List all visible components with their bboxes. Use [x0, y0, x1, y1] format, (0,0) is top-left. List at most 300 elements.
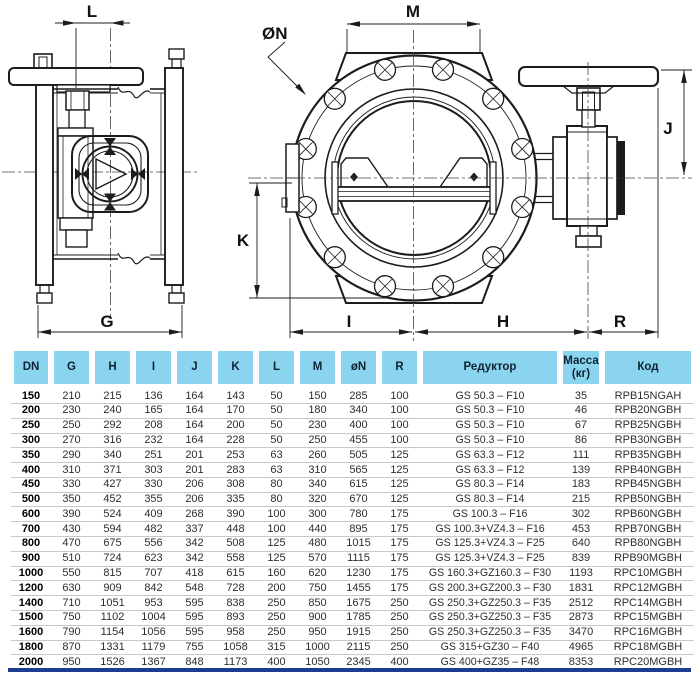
dimension-G — [38, 305, 182, 338]
table-cell: 371 — [92, 463, 133, 478]
table-cell: 350 — [11, 448, 51, 463]
table-row — [11, 566, 694, 581]
table-cell: 175 — [379, 551, 420, 566]
col-header-on: øN — [338, 351, 379, 387]
table-cell: 893 — [215, 610, 256, 625]
table-cell: 620 — [297, 566, 338, 581]
table-cell: RPB30NGBH — [602, 433, 694, 448]
table-cell: 838 — [215, 596, 256, 611]
table-cell: 548 — [174, 581, 215, 596]
table-cell: 1800 — [11, 640, 51, 655]
col-header-m: M — [297, 351, 338, 387]
table-cell: RPC15MGBH — [602, 610, 694, 625]
table-cell: 300 — [297, 507, 338, 522]
table-cell: GS 50.3 – F10 — [420, 418, 560, 433]
table-cell: 615 — [215, 566, 256, 581]
table-cell: 895 — [338, 522, 379, 537]
dim-label-I: I — [346, 312, 352, 331]
table-cell: 200 — [215, 418, 256, 433]
table-cell: GS 80.3 – F14 — [420, 492, 560, 507]
table-cell: 250 — [256, 610, 297, 625]
table-cell: RPC18MGBH — [602, 640, 694, 655]
table-cell: 510 — [51, 551, 92, 566]
table-row — [11, 596, 694, 611]
col-header-i: I — [133, 351, 174, 387]
table-cell: 232 — [133, 433, 174, 448]
table-row — [11, 404, 694, 419]
table-cell: 300 — [11, 433, 51, 448]
table-cell: GS 250.3+GZ250.3 – F35 — [420, 596, 560, 611]
table-cell: 100 — [256, 507, 297, 522]
table-row — [11, 448, 694, 463]
table-cell: 285 — [338, 387, 379, 404]
table-cell: 640 — [560, 537, 602, 552]
table-cell: 1455 — [338, 581, 379, 596]
table-cell: 250 — [256, 596, 297, 611]
table-cell: 950 — [297, 625, 338, 640]
table-cell: 206 — [174, 477, 215, 492]
table-cell: 303 — [133, 463, 174, 478]
table-cell: 670 — [338, 492, 379, 507]
table-cell: 250 — [256, 625, 297, 640]
table-row — [11, 477, 694, 492]
table-cell: GS 125.3+VZ4.3 – F25 — [420, 551, 560, 566]
dim-label-K: K — [236, 231, 250, 250]
dim-label-R: R — [613, 312, 627, 331]
table-cell: 455 — [338, 433, 379, 448]
table-cell: GS 160.3+GZ160.3 – F30 — [420, 566, 560, 581]
col-header-code: Код — [602, 351, 694, 387]
table-cell: 50 — [256, 433, 297, 448]
table-cell: GS 50.3 – F10 — [420, 404, 560, 419]
table-cell: 201 — [174, 463, 215, 478]
table-cell: 595 — [174, 610, 215, 625]
dimension-M — [347, 2, 480, 52]
table-row — [11, 433, 694, 448]
table-cell: 63 — [256, 448, 297, 463]
col-header-k: K — [215, 351, 256, 387]
table-cell: 480 — [297, 537, 338, 552]
table-cell: 450 — [11, 477, 51, 492]
table-cell: 409 — [133, 507, 174, 522]
col-header-l: L — [256, 351, 297, 387]
col-header-h: H — [92, 351, 133, 387]
table-cell: 839 — [560, 551, 602, 566]
table-cell: RPB20NGBH — [602, 404, 694, 419]
table-cell: 707 — [133, 566, 174, 581]
table-cell: 228 — [215, 433, 256, 448]
table-cell: 80 — [256, 492, 297, 507]
table-cell: 842 — [133, 581, 174, 596]
table-cell: 215 — [92, 387, 133, 404]
table-cell: 1115 — [338, 551, 379, 566]
table-cell: 50 — [256, 387, 297, 404]
table-cell: 950 — [62, 655, 81, 668]
table-cell: 508 — [215, 537, 256, 552]
table-cell: 1179 — [133, 640, 174, 655]
table-cell: 160 — [256, 566, 297, 581]
table-cell: RPB90MGBH — [602, 551, 694, 566]
table-cell: 953 — [133, 596, 174, 611]
table-cell: 308 — [215, 477, 256, 492]
valve-technical-drawing — [0, 0, 700, 348]
table-cell: 1785 — [338, 610, 379, 625]
table-cell: 700 — [11, 522, 51, 537]
table-row — [11, 610, 694, 625]
col-header-reducer: Редуктор — [420, 351, 560, 387]
table-cell: GS 50.3 – F10 — [420, 387, 560, 404]
indicator-cap — [34, 54, 52, 68]
table-cell: GS 250.3+GZ250.3 – F35 — [420, 625, 560, 640]
table-cell: 35 — [560, 387, 602, 404]
table-cell: 900 — [297, 610, 338, 625]
table-cell: 175 — [379, 566, 420, 581]
table-cell: 1004 — [133, 610, 174, 625]
table-cell: 595 — [174, 625, 215, 640]
table-cell: 400 — [338, 418, 379, 433]
table-cell: 1915 — [338, 625, 379, 640]
table-cell: 630 — [51, 581, 92, 596]
table-cell: 1051 — [92, 596, 133, 611]
table-cell: 143 — [215, 387, 256, 404]
dim-label-L: L — [86, 2, 98, 21]
table-cell: 418 — [174, 566, 215, 581]
table-cell: 1400 — [11, 596, 51, 611]
table-cell: 595 — [174, 596, 215, 611]
table-cell: 755 — [174, 640, 215, 655]
table-cell: 1102 — [92, 610, 133, 625]
table-cell: 400 — [267, 655, 286, 668]
table-cell: 310 — [297, 463, 338, 478]
table-cell: 615 — [338, 477, 379, 492]
table-cell: 505 — [338, 448, 379, 463]
table-cell: 230 — [51, 404, 92, 419]
table-cell: 250 — [379, 610, 420, 625]
table-cell: 136 — [133, 387, 174, 404]
table-cell: 2000 — [18, 655, 44, 668]
table-cell: 80 — [256, 477, 297, 492]
table-cell: 50 — [256, 418, 297, 433]
table-cell: 175 — [379, 522, 420, 537]
table-cell: 2115 — [338, 640, 379, 655]
table-cell: 430 — [51, 522, 92, 537]
table-cell: 594 — [92, 522, 133, 537]
table-cell: 558 — [215, 551, 256, 566]
table-cell: 240 — [92, 404, 133, 419]
table-cell: 815 — [92, 566, 133, 581]
table-cell: 790 — [51, 625, 92, 640]
table-cell: 139 — [560, 463, 602, 478]
table-cell: RPC10MGBH — [602, 566, 694, 581]
table-cell: GS 125.3+VZ4.3 – F25 — [420, 537, 560, 552]
table-cell: 1173 — [223, 655, 248, 668]
dim-label-M: M — [405, 2, 421, 21]
table-cell: 46 — [560, 404, 602, 419]
table-cell: 780 — [338, 507, 379, 522]
break-mark-bottom — [118, 253, 150, 264]
table-cell: RPB80NGBH — [602, 537, 694, 552]
table-row — [11, 640, 694, 655]
col-header-dn: DN — [11, 351, 51, 387]
table-cell: 292 — [92, 418, 133, 433]
table-cell: 623 — [133, 551, 174, 566]
dimension-J — [661, 70, 692, 175]
table-cell: 1367 — [141, 655, 166, 668]
table-cell: 340 — [92, 448, 133, 463]
table-cell: 710 — [51, 596, 92, 611]
table-cell: 900 — [11, 551, 51, 566]
table-cell: GS 250.3+GZ250.3 – F35 — [420, 610, 560, 625]
table-cell: 1526 — [100, 655, 125, 668]
table-cell: 125 — [379, 477, 420, 492]
table-cell: 340 — [297, 477, 338, 492]
table-cell: 570 — [297, 551, 338, 566]
table-cell: 909 — [92, 581, 133, 596]
break-mark-top — [118, 87, 150, 98]
table-cell: 1050 — [305, 655, 330, 668]
table-cell: GS 100.3 – F16 — [420, 507, 560, 522]
table-cell: 210 — [51, 387, 92, 404]
table-row — [11, 581, 694, 596]
table-cell: 150 — [11, 387, 51, 404]
table-cell: 310 — [51, 463, 92, 478]
table-cell: 100 — [379, 404, 420, 419]
table-cell: 675 — [92, 537, 133, 552]
table-cell: 1058 — [215, 640, 256, 655]
table-cell: GS 315+GZ30 – F40 — [420, 640, 560, 655]
col-header-g: G — [51, 351, 92, 387]
table-cell: 100 — [379, 418, 420, 433]
table-cell: GS 80.3 – F14 — [420, 477, 560, 492]
table-cell: 183 — [560, 477, 602, 492]
table-cell: RPC20MGBH — [613, 655, 683, 668]
table-cell: 164 — [174, 404, 215, 419]
table-cell: 170 — [215, 404, 256, 419]
table-cell: 200 — [11, 404, 51, 419]
table-cell: 215 — [560, 492, 602, 507]
col-header-r: R — [379, 351, 420, 387]
table-cell: 250 — [297, 433, 338, 448]
table-row — [11, 537, 694, 552]
table-cell: 111 — [560, 448, 602, 463]
table-cell: 800 — [11, 537, 51, 552]
table-cell: 175 — [379, 507, 420, 522]
table-cell: 200 — [256, 581, 297, 596]
table-cell: 2345 — [346, 655, 371, 668]
dim-label-G: G — [100, 312, 114, 331]
table-cell: 482 — [133, 522, 174, 537]
table-cell: 1230 — [338, 566, 379, 581]
table-cell: 4965 — [560, 640, 602, 655]
table-cell: 125 — [379, 463, 420, 478]
table-cell: 453 — [560, 522, 602, 537]
table-cell: 1015 — [338, 537, 379, 552]
table-cell: 125 — [379, 492, 420, 507]
table-cell: 250 — [379, 625, 420, 640]
table-cell: 320 — [297, 492, 338, 507]
handwheel-front — [519, 67, 658, 86]
table-row — [11, 387, 694, 404]
table-cell: RPB50NGBH — [602, 492, 694, 507]
table-row — [11, 522, 694, 537]
table-row — [11, 418, 694, 433]
table-cell: 335 — [215, 492, 256, 507]
table-cell: 750 — [51, 610, 92, 625]
table-cell: 330 — [133, 477, 174, 492]
table-row — [11, 551, 694, 566]
table-cell: 355 — [133, 492, 174, 507]
col-header-j: J — [174, 351, 215, 387]
side-view — [2, 28, 198, 318]
table-cell: RPB25NGBH — [602, 418, 694, 433]
table-cell: GS 63.3 – F12 — [420, 463, 560, 478]
table-cell: 260 — [297, 448, 338, 463]
table-cell: 1675 — [338, 596, 379, 611]
table-cell: 390 — [215, 507, 256, 522]
table-cell: 958 — [215, 625, 256, 640]
table-cell: GS 100.3+VZ4.3 – F16 — [420, 522, 560, 537]
table-cell: 250 — [379, 640, 420, 655]
table-cell: 268 — [174, 507, 215, 522]
table-cell: RPB15NGAH — [602, 387, 694, 404]
table-cell: 164 — [174, 387, 215, 404]
table-cell: 250 — [51, 418, 92, 433]
table-cell: 100 — [256, 522, 297, 537]
table-cell: 350 — [51, 492, 92, 507]
gearbox-housing — [72, 136, 148, 212]
table-cell: 550 — [51, 566, 92, 581]
table-cell: 337 — [174, 522, 215, 537]
table-cell: 125 — [256, 551, 297, 566]
table-cell: 1500 — [11, 610, 51, 625]
table-cell: 870 — [51, 640, 92, 655]
table-cell: 342 — [174, 537, 215, 552]
table-footer-line — [8, 668, 691, 672]
table-cell: 1056 — [133, 625, 174, 640]
table-cell: 1331 — [92, 640, 133, 655]
table-cell: 315 — [256, 640, 297, 655]
table-cell: RPC12MGBH — [602, 581, 694, 596]
table-cell: 86 — [560, 433, 602, 448]
table-cell: 125 — [379, 448, 420, 463]
table-cell: 750 — [297, 581, 338, 596]
disc-triangle — [96, 159, 126, 189]
table-cell: 2512 — [560, 596, 602, 611]
table-cell: 302 — [560, 507, 602, 522]
table-cell: 556 — [133, 537, 174, 552]
table-cell: 600 — [11, 507, 51, 522]
table-cell: 316 — [92, 433, 133, 448]
table-row — [11, 507, 694, 522]
table-cell: 8353 — [568, 655, 594, 668]
flange-left — [36, 85, 53, 285]
table-cell: 390 — [51, 507, 92, 522]
table-cell: 201 — [174, 448, 215, 463]
table-cell: 850 — [297, 596, 338, 611]
table-cell: RPB60NGBH — [602, 507, 694, 522]
table-cell: 250 — [379, 596, 420, 611]
table-cell: 1000 — [297, 640, 338, 655]
table-cell: 1831 — [560, 581, 602, 596]
table-row — [11, 492, 694, 507]
table-cell: 175 — [379, 537, 420, 552]
table-cell: 250 — [11, 418, 51, 433]
dimension-N — [262, 24, 306, 95]
table-cell: 100 — [379, 387, 420, 404]
table-cell: GS 50.3 – F10 — [420, 433, 560, 448]
dimension-table — [8, 351, 697, 670]
table-cell: 1193 — [560, 566, 602, 581]
front-view — [248, 30, 692, 341]
table-row — [11, 463, 694, 478]
table-cell: 400 — [390, 655, 409, 668]
table-cell: RPC16MGBH — [602, 625, 694, 640]
table-cell: 848 — [185, 655, 204, 668]
table-cell: RPB40NGBH — [602, 463, 694, 478]
table-cell: 253 — [215, 448, 256, 463]
table-cell: 565 — [338, 463, 379, 478]
table-cell: 100 — [379, 433, 420, 448]
table-cell: 67 — [560, 418, 602, 433]
table-cell: GS 400+GZ35 – F48 — [440, 655, 540, 668]
table-cell: RPB70NGBH — [602, 522, 694, 537]
table-cell: 1000 — [11, 566, 51, 581]
table-cell: 150 — [297, 387, 338, 404]
table-cell: 452 — [92, 492, 133, 507]
table-cell: 1600 — [11, 625, 51, 640]
table-cell: 63 — [256, 463, 297, 478]
table-cell: 251 — [133, 448, 174, 463]
dim-label-H: H — [496, 312, 510, 331]
table-header-row — [11, 351, 694, 387]
table-cell: 2873 — [560, 610, 602, 625]
table-cell: 175 — [379, 581, 420, 596]
table-cell: 208 — [133, 418, 174, 433]
table-cell: 206 — [174, 492, 215, 507]
table-cell: RPB45NGBH — [602, 477, 694, 492]
flange-right — [165, 68, 183, 285]
table-cell: 180 — [297, 404, 338, 419]
table-cell: RPB35NGBH — [602, 448, 694, 463]
table-cell: 164 — [174, 433, 215, 448]
table-cell: 125 — [256, 537, 297, 552]
table-cell: 340 — [338, 404, 379, 419]
table-cell: 400 — [11, 463, 51, 478]
table-cell: RPC14MGBH — [602, 596, 694, 611]
table-cell: 524 — [92, 507, 133, 522]
table-cell: GS 63.3 – F12 — [420, 448, 560, 463]
table-cell: 330 — [51, 477, 92, 492]
table-cell: 500 — [11, 492, 51, 507]
table-cell: 724 — [92, 551, 133, 566]
dim-label-J: J — [663, 119, 673, 138]
table-cell: 230 — [297, 418, 338, 433]
dim-label-N: ØN — [262, 24, 288, 43]
table-cell: 1200 — [11, 581, 51, 596]
table-cell: 1154 — [92, 625, 133, 640]
table-cell: 342 — [174, 551, 215, 566]
table-cell: 290 — [51, 448, 92, 463]
table-cell: 440 — [297, 522, 338, 537]
table-cell: 427 — [92, 477, 133, 492]
table-cell: 50 — [256, 404, 297, 419]
table-cell: 728 — [215, 581, 256, 596]
gear-actuator — [519, 67, 658, 247]
table-cell: 3470 — [560, 625, 602, 640]
table-row — [11, 625, 694, 640]
table-cell: GS 200.3+GZ200.3 – F30 — [420, 581, 560, 596]
table-cell: 283 — [215, 463, 256, 478]
